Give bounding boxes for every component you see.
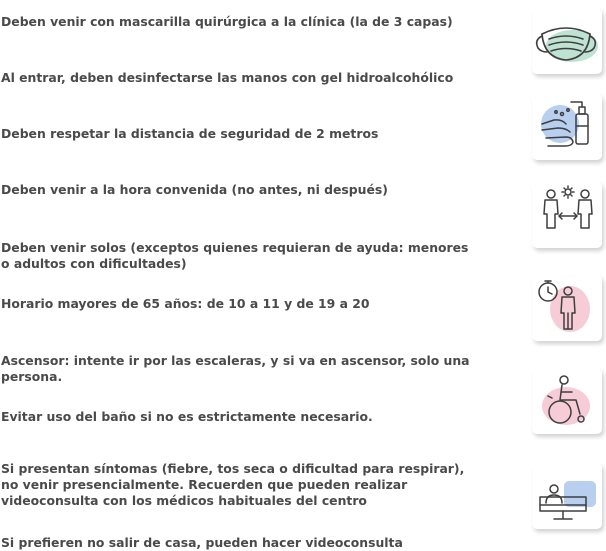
videocall-card [532, 463, 602, 529]
rule-come-alone: Deben venir solos (exceptos quienes requieran de ayuda: menores o adultos con dificultades) [1, 240, 469, 271]
timer-card [532, 275, 602, 341]
rule-symptoms: Si presentan síntomas (fiebre, tos seca o dificultad para respirar), no venir presencialmente. Recuerden que pueden realizar videoconsulta con los médicos habituales del centro [1, 461, 465, 508]
social-distance-icon [532, 182, 602, 248]
hand-sanitizer-icon [532, 94, 602, 160]
sanitizer-card [532, 94, 602, 160]
video-call-icon [532, 463, 602, 529]
wheelchair-icon [532, 368, 602, 434]
distance-card [532, 182, 602, 248]
rule-on-time: Deben venir a la hora convenida (no antes, ni después) [1, 182, 388, 197]
rule-hand-gel: Al entrar, deben desinfectarse las manos con gel hidroalcohólico [1, 70, 454, 85]
timer-person-icon [532, 275, 602, 341]
rule-senior-hours: Horario mayores de 65 años: de 10 a 11 y de 19 a 20 [1, 296, 370, 311]
face-mask-icon [532, 8, 602, 74]
rule-videoconsulta: Si prefieren no salir de casa, pueden hacer videoconsulta [1, 535, 403, 550]
rule-distance: Deben respetar la distancia de seguridad de 2 metros [1, 126, 379, 141]
mask-card [532, 8, 602, 74]
wheelchair-card [532, 368, 602, 434]
rule-bathroom: Evitar uso del baño si no es estrictamente necesario. [1, 409, 373, 424]
rule-mask: Deben venir con mascarilla quirúrgica a la clínica (la de 3 capas) [1, 14, 453, 29]
rule-elevator: Ascensor: intente ir por las escaleras, y si va en ascensor, solo una persona. [1, 353, 470, 384]
